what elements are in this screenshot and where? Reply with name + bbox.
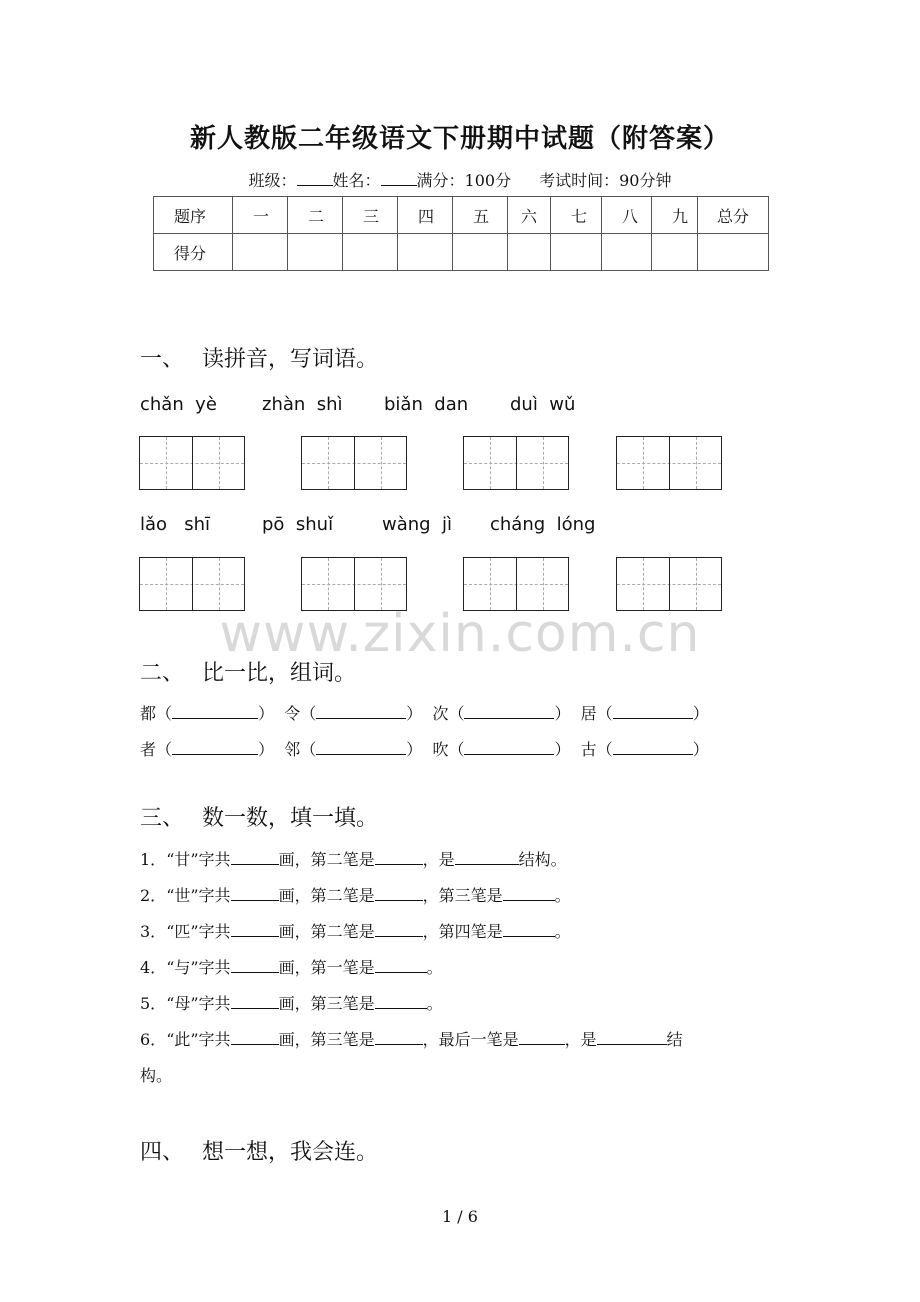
answer-blank[interactable] [231,850,279,865]
answer-blank[interactable] [172,704,258,719]
score-header-cell: 题序 [154,197,233,234]
writing-grid[interactable] [139,557,245,611]
answer-blank[interactable] [375,994,427,1009]
question-6: 6．“此”字共 画，第三笔是 ，最后一笔是 ，是 结 [140,1030,683,1049]
page-number: 1 / 6 [442,1207,478,1226]
score-table [153,196,769,271]
exam-info [0,168,920,191]
name-blank [381,171,417,186]
answer-blank[interactable] [503,922,555,937]
answer-blank[interactable] [316,740,406,755]
score-header-cell: 三 [343,197,398,234]
score-header-cell: 七 [551,197,602,234]
pinyin-label: cháng lóng [490,514,596,535]
score-header-cell: 九 [652,197,698,234]
answer-blank[interactable] [231,922,279,937]
answer-blank[interactable] [597,1030,667,1045]
score-table-header-row [154,197,769,234]
compare-row: 者（ ） 邻（ ） 吹（ ） 古（ ） [140,740,709,759]
answer-blank[interactable] [316,704,406,719]
answer-blank[interactable] [375,886,423,901]
score-cell[interactable] [652,234,698,271]
score-cell[interactable] [551,234,602,271]
score-text: 满分：100分 [416,171,512,190]
writing-grid[interactable] [616,557,722,611]
compare-char: 令 [284,704,301,723]
pinyin-label: pō shuǐ [262,514,334,535]
compare-char: 都 [140,704,157,723]
class-label: 班级： [248,171,297,190]
answer-blank[interactable] [231,886,279,901]
compare-row: 都（ ） 令（ ） 次（ ） 居（ ） [140,704,709,723]
question-2: 2．“世”字共 画，第二笔是 ，第三笔是 。 [140,886,571,905]
question-4: 4．“与”字共 画，第一笔是 。 [140,958,443,977]
section-4-heading [140,1135,378,1166]
class-blank [297,171,333,186]
writing-grid[interactable] [463,436,569,490]
question-3: 3．“匹”字共 画，第二笔是 ，第四笔是 。 [140,922,571,941]
answer-blank[interactable] [231,1030,279,1045]
score-cell[interactable] [288,234,343,271]
score-cell[interactable] [453,234,508,271]
section-title: 读拼音，写词语。 [202,347,379,372]
section-title: 想一想，我会连。 [202,1140,379,1165]
score-cell[interactable] [343,234,398,271]
score-cell[interactable] [698,234,769,271]
answer-blank[interactable] [503,886,555,901]
writing-grid[interactable] [301,557,407,611]
section-number: 二、 [140,661,185,686]
answer-blank[interactable] [464,740,554,755]
score-header-cell: 五 [453,197,508,234]
pinyin-label: wàng jì [382,514,453,535]
compare-char: 者 [140,740,157,759]
compare-char: 次 [432,704,449,723]
writing-grid[interactable] [463,557,569,611]
score-cell[interactable] [602,234,652,271]
compare-char: 邻 [284,740,301,759]
score-cell[interactable] [398,234,453,271]
pinyin-label: lǎo shī [140,514,210,535]
compare-char: 古 [580,740,597,759]
section-number: 三、 [140,806,185,831]
score-header-cell: 八 [602,197,652,234]
section-title: 数一数，填一填。 [202,806,379,831]
time-text: 考试时间：90分钟 [539,171,672,190]
writing-grid[interactable] [616,436,722,490]
score-header-cell: 总分 [698,197,769,234]
answer-blank[interactable] [519,1030,565,1045]
answer-blank[interactable] [464,704,554,719]
score-cell[interactable] [233,234,288,271]
writing-grid[interactable] [139,436,245,490]
answer-blank[interactable] [375,1030,423,1045]
answer-blank[interactable] [375,922,423,937]
answer-blank[interactable] [172,740,258,755]
answer-blank[interactable] [455,850,519,865]
section-title: 比一比，组词。 [202,661,357,686]
question-5: 5．“母”字共 画，第三笔是 。 [140,994,443,1013]
score-header-cell: 一 [233,197,288,234]
answer-blank[interactable] [231,994,279,1009]
watermark: www.zixin.com.cn [219,604,701,664]
section-1-heading [140,342,378,373]
section-2-heading [140,656,356,687]
page-title: 新人教版二年级语文下册期中试题（附答案） [189,124,730,154]
question-6-continued: 构。 [140,1066,173,1085]
score-row-label: 得分 [154,234,233,271]
name-label: 姓名： [332,171,381,190]
compare-char: 居 [580,704,597,723]
answer-blank[interactable] [375,850,423,865]
answer-blank[interactable] [613,704,693,719]
answer-blank[interactable] [613,740,693,755]
score-table-score-row [154,234,769,271]
pinyin-label: biǎn dan [384,394,469,415]
section-number: 一、 [140,347,185,372]
question-1: 1．“甘”字共 画，第二笔是 ，是 结构。 [140,850,567,869]
score-header-cell: 六 [508,197,551,234]
section-number: 四、 [140,1140,185,1165]
pinyin-label: zhàn shì [262,394,343,415]
section-3-heading [140,801,378,832]
pinyin-label: duì wǔ [510,394,576,415]
score-cell[interactable] [508,234,551,271]
score-header-cell: 四 [398,197,453,234]
writing-grid[interactable] [301,436,407,490]
pinyin-label: chǎn yè [140,394,217,415]
compare-char: 吹 [432,740,449,759]
answer-blank[interactable] [231,958,279,973]
score-header-cell: 二 [288,197,343,234]
answer-blank[interactable] [375,958,427,973]
